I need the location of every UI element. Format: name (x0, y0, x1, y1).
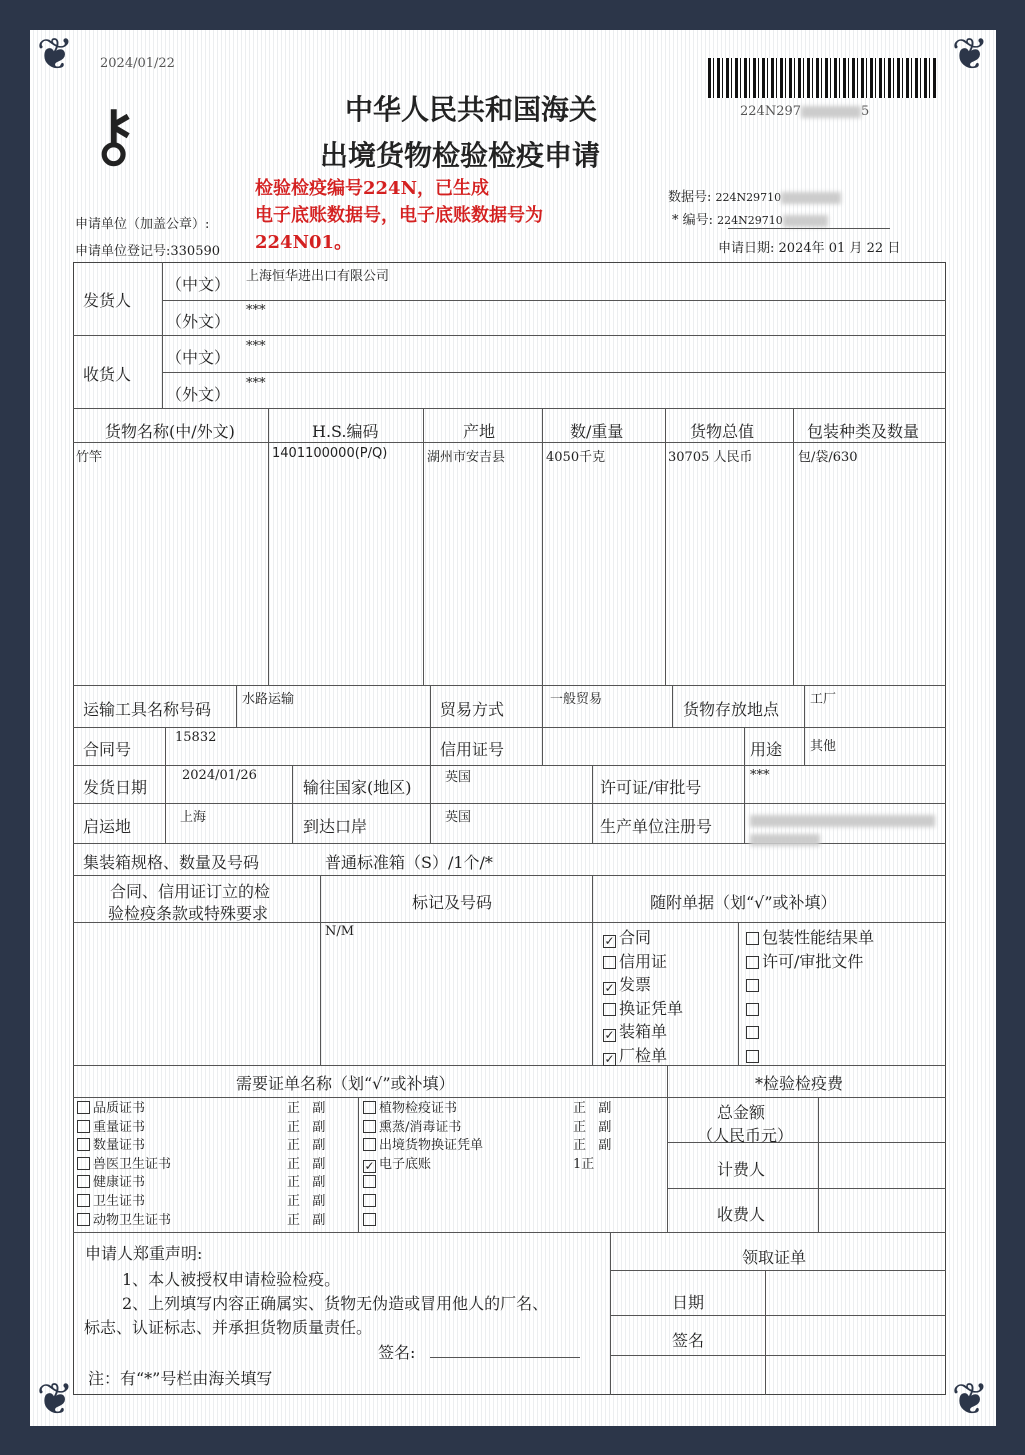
cert-label: 植物检疫证书 (379, 1101, 458, 1116)
inspection-number: * 编号: 224N29710 (672, 209, 828, 228)
checkbox[interactable] (77, 1194, 90, 1207)
goods-header: 货物名称(中/外文) (105, 422, 235, 441)
cert-label: 健康证书 (93, 1175, 146, 1191)
doc-label: 包装性能结果单 (762, 928, 875, 947)
storage-value: 工厂 (810, 692, 837, 707)
original-label: 正 (287, 1138, 301, 1154)
origin-label: 启运地 (83, 817, 132, 836)
data-number: 数据号: 224N29710 (668, 186, 841, 205)
arrival-label: 到达口岸 (303, 817, 368, 836)
list-item (77, 1100, 337, 1119)
signature-line (430, 1357, 580, 1358)
original-label: 正 (287, 1156, 301, 1172)
container-value: 普通标准箱（S）/1个/* (325, 853, 493, 872)
lc-label: 信用证号 (440, 740, 505, 759)
ship-date-value: 2024/01/26 (182, 768, 257, 783)
goods-header: 数/重量 (570, 422, 624, 441)
copy-label: 副 (312, 1193, 326, 1209)
certs-right (363, 1100, 633, 1230)
doc-label: 合同 (619, 928, 652, 947)
checkbox[interactable] (603, 956, 616, 969)
original-label: 正 (287, 1101, 301, 1116)
list-item (603, 997, 683, 1021)
checkbox[interactable] (77, 1157, 90, 1170)
declaration-title: 申请人郑重声明: (85, 1244, 203, 1263)
checkbox[interactable] (746, 956, 759, 969)
list-item (746, 926, 874, 950)
dest-country-label: 输往国家(地区) (303, 778, 412, 797)
checkbox[interactable] (363, 1175, 376, 1188)
doc-label: 换证凭单 (619, 998, 684, 1018)
list-item (363, 1119, 633, 1138)
checkbox[interactable] (746, 1003, 759, 1016)
copy-label: 副 (598, 1101, 612, 1116)
shipper-label: 发货人 (83, 291, 132, 310)
checkbox[interactable] (77, 1138, 90, 1151)
origin-value: 上海 (180, 810, 207, 825)
copy-label: 副 (598, 1119, 612, 1135)
goods-header: 货物总值 (690, 422, 755, 441)
applicant-label: 申请单位（加盖公章）: (75, 217, 210, 232)
checkbox[interactable]: ✓ (604, 1051, 615, 1066)
contract-label: 合同号 (83, 740, 132, 759)
corner-ornament-icon: ❦ (36, 29, 74, 80)
use-value: 其他 (810, 739, 837, 754)
attached-docs-right (746, 926, 874, 1067)
collector-label: 收费人 (717, 1205, 766, 1224)
container-label: 集装箱规格、数量及号码 (83, 853, 260, 872)
permit-label: 许可证/审批号 (600, 778, 702, 797)
terms-label1: 合同、信用证订立的检 (110, 882, 271, 901)
list-item (363, 1100, 633, 1119)
original-label: 正 (287, 1193, 301, 1209)
list-item (746, 1020, 874, 1044)
certs-left (77, 1100, 337, 1230)
total-label1: 总金额 (717, 1103, 766, 1122)
goods-name: 竹竿 (76, 450, 103, 465)
list-item (603, 1020, 683, 1044)
checkbox[interactable] (746, 1050, 759, 1063)
list-item (603, 973, 683, 997)
goods-hs-code: 1401100000(P/Q) (272, 446, 388, 461)
terms-label2: 验检疫条款或特殊要求 (108, 904, 269, 923)
list-item (603, 950, 683, 974)
list-item (603, 926, 683, 950)
shipper-cn-value: 上海恒华进出口有限公司 (246, 269, 390, 284)
consignee-cn-label: （中文） (166, 348, 231, 367)
copy-label: 副 (312, 1138, 326, 1154)
checkbox[interactable] (363, 1120, 376, 1133)
copy-label: 副 (312, 1119, 326, 1135)
docs-label: 随附单据（划“√”或补填） (650, 893, 837, 912)
producer-value-redacted (750, 810, 935, 848)
marks-label: 标记及号码 (412, 893, 493, 912)
list-item (363, 1212, 633, 1231)
goods-quantity: 4050千克 (546, 450, 606, 465)
checkbox[interactable]: ✓ (604, 981, 615, 995)
copy-label: 副 (312, 1175, 326, 1191)
transport-value: 水路运输 (242, 692, 295, 707)
notice-line2: 电子底账数据号，电子底账数据号为 (255, 205, 543, 226)
cert-label: 熏蒸/消毒证书 (379, 1119, 462, 1135)
list-item (77, 1156, 337, 1175)
list-item (746, 1044, 874, 1068)
fee-label: *检验检疫费 (755, 1074, 844, 1093)
print-date: 2024/01/22 (100, 56, 175, 71)
list-item (77, 1119, 337, 1138)
consignee-cn-value: *** (246, 339, 266, 354)
list-item (363, 1193, 633, 1212)
list-item (746, 997, 874, 1021)
trade-value: 一般贸易 (550, 692, 603, 707)
goods-value: 30705 人民币 (668, 450, 753, 465)
shipper-en-label: （外文） (166, 312, 231, 331)
cert-label: 品质证书 (93, 1101, 146, 1116)
total-label2: （人民币元） (697, 1126, 794, 1145)
list-item (746, 973, 874, 997)
declaration-item2: 2、上列填写内容正确属实、货物无伪造或冒用他人的厂名、 (122, 1294, 549, 1313)
checkbox[interactable] (363, 1213, 376, 1226)
consignee-en-label: （外文） (166, 385, 231, 404)
list-item (77, 1212, 337, 1231)
barcode-number: 224N297 5 (740, 104, 870, 119)
shipper-en-value: *** (246, 303, 266, 318)
checkbox[interactable] (77, 1120, 90, 1133)
checkbox[interactable] (603, 1003, 616, 1016)
copy-label: 副 (312, 1156, 326, 1172)
customs-emblem-icon: ⚷ (88, 94, 140, 176)
receive-sign-label: 签名 (672, 1331, 705, 1350)
checkbox[interactable] (746, 979, 759, 992)
goods-header: H.S.编码 (312, 422, 379, 441)
certs-label: 需要证单名称（划“√”或补填） (236, 1074, 455, 1093)
arrival-value: 英国 (445, 810, 472, 825)
declaration-item3: 标志、认证标志、并承担货物质量责任。 (84, 1318, 373, 1337)
cert-label: 重量证书 (93, 1119, 146, 1135)
goods-package: 包/袋/630 (798, 450, 858, 465)
corner-ornament-icon: ❦ (951, 1374, 989, 1425)
corner-ornament-icon: ❦ (36, 1374, 74, 1425)
checkbox[interactable]: ✓ (364, 1158, 375, 1173)
original-label: 正 (287, 1175, 301, 1191)
list-item (363, 1174, 633, 1193)
dest-country-value: 英国 (445, 770, 472, 785)
permit-value: *** (750, 768, 770, 783)
marks-value: N/M (325, 924, 355, 939)
producer-label: 生产单位注册号 (600, 817, 713, 836)
original-label: 正 (573, 1138, 587, 1154)
cert-label: 兽医卫生证书 (93, 1156, 172, 1172)
original-label: 正 (573, 1101, 587, 1116)
declaration-item1: 1、本人被授权申请检验检疫。 (122, 1270, 341, 1289)
copy-label: 副 (312, 1212, 326, 1228)
checkbox[interactable] (363, 1138, 376, 1151)
doc-label: 厂检单 (619, 1045, 668, 1065)
copy-label: 副 (312, 1101, 326, 1116)
shipper-cn-label: （中文） (166, 275, 231, 294)
cert-label: 动物卫生证书 (93, 1212, 172, 1228)
checkbox[interactable]: ✓ (604, 934, 615, 948)
reg-number: 申请单位登记号:330590 (75, 244, 221, 259)
list-item (746, 950, 874, 974)
footnote: 注：有“*”号栏由海关填写 (88, 1369, 273, 1388)
trade-label: 贸易方式 (440, 700, 505, 719)
apply-date: 申请日期: 2024年 01 月 22 日 (718, 241, 901, 256)
goods-origin: 湖州市安吉县 (427, 450, 506, 465)
doc-label: 许可/审批文件 (762, 951, 864, 971)
checkbox[interactable] (77, 1213, 90, 1226)
original-label: 正 (581, 1156, 595, 1172)
copy-label: 副 (598, 1138, 612, 1154)
cert-label: 卫生证书 (93, 1193, 146, 1209)
barcode (708, 58, 936, 98)
consignee-en-value: *** (246, 376, 266, 391)
goods-header: 包装种类及数量 (807, 422, 920, 441)
use-label: 用途 (750, 740, 783, 759)
charger-label: 计费人 (717, 1160, 766, 1179)
original-label: 正 (287, 1119, 301, 1135)
original-label: 正 (287, 1212, 301, 1228)
transport-label: 运输工具名称号码 (83, 700, 212, 719)
original-label: 正 (573, 1119, 587, 1135)
corner-ornament-icon: ❦ (951, 29, 989, 80)
checkbox[interactable] (363, 1101, 376, 1114)
checkbox[interactable] (363, 1194, 376, 1207)
storage-label: 货物存放地点 (683, 700, 780, 719)
goods-header: 产地 (463, 422, 496, 441)
cert-qty: 1 (573, 1156, 582, 1172)
list-item (77, 1174, 337, 1193)
title-line2: 出境货物检验检疫申请 (320, 139, 601, 172)
checkbox[interactable]: ✓ (604, 1028, 615, 1042)
doc-label: 装箱单 (619, 1022, 668, 1041)
list-item (363, 1156, 633, 1175)
checkbox[interactable] (746, 1026, 759, 1039)
attached-docs-left (603, 926, 683, 1067)
doc-label: 信用证 (619, 951, 668, 971)
doc-label: 发票 (619, 975, 652, 994)
title-line1: 中华人民共和国海关 (345, 93, 598, 126)
contract-value: 15832 (175, 730, 217, 745)
checkbox[interactable] (746, 932, 759, 945)
list-item (363, 1137, 633, 1156)
checkbox[interactable] (77, 1101, 90, 1114)
consignee-label: 收货人 (83, 365, 132, 384)
list-item (603, 1044, 683, 1068)
notice-line3: 224N01。 (255, 232, 353, 253)
list-item (77, 1193, 337, 1212)
receive-label: 领取证单 (742, 1248, 807, 1267)
notice-line1: 检验检疫编号224N，已生成 (255, 178, 490, 199)
cert-label: 电子底账 (379, 1156, 432, 1172)
receive-date-label: 日期 (672, 1293, 705, 1312)
sign-label: 签名: (378, 1343, 416, 1362)
cert-label: 出境货物换证凭单 (379, 1138, 484, 1154)
cert-label: 数量证书 (93, 1138, 146, 1154)
ship-date-label: 发货日期 (83, 778, 148, 797)
checkbox[interactable] (77, 1175, 90, 1188)
list-item (77, 1137, 337, 1156)
